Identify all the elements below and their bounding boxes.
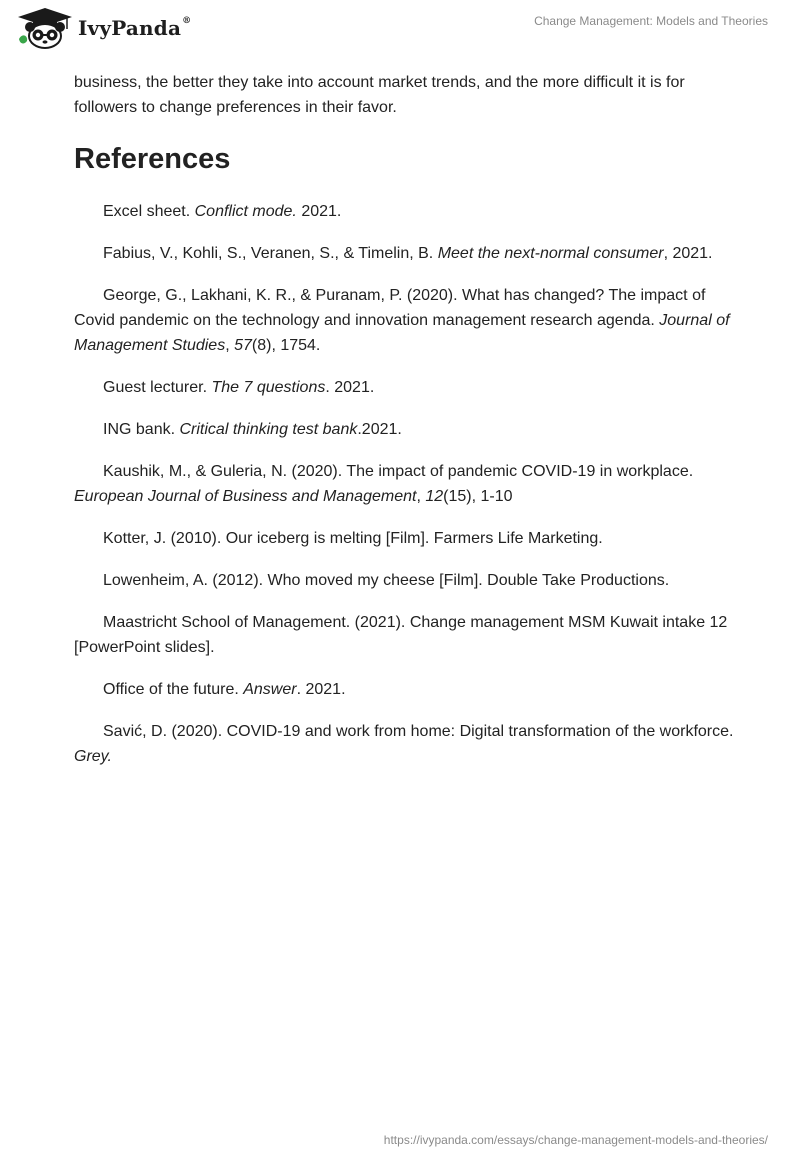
reference-item: ING bank. Critical thinking test bank.2021. [103, 421, 402, 438]
reference-item: Maastricht School of Management. (2021). Change management MSM Kuwait intake 12 [PowerPoint slides]. [74, 614, 728, 656]
logo-text: IvyPanda® [78, 16, 192, 40]
page-header [0, 0, 800, 60]
ivypanda-logo[interactable] [16, 7, 191, 49]
reference-item: Guest lecturer. The 7 questions. 2021. [103, 379, 375, 396]
reference-item: George, G., Lakhani, K. R., & Puranam, P. (2020). What has changed? The impact of Covid pandemic on the technology and innovation management research agenda. Journal of Management Studies, 57(8), 1754. [74, 287, 730, 354]
reference-item: Excel sheet. Conflict mode. 2021. [103, 203, 342, 220]
document-body [74, 70, 734, 786]
source-url-link[interactable]: https://ivypanda.com/essays/change-management-models-and-theories/ [383, 1133, 768, 1147]
reference-item: Lowenheim, A. (2012). Who moved my cheese [Film]. Double Take Productions. [103, 572, 670, 589]
reference-item: Kaushik, M., & Guleria, N. (2020). The impact of pandemic COVID-19 in workplace. European Journal of Business and Management, 12(15), 1-10 [74, 463, 694, 505]
reference-item: Office of the future. Answer. 2021. [103, 681, 346, 698]
panda-logo-icon [16, 7, 74, 49]
intro-paragraph: business, the better they take into account market trends, and the more difficult it is for followers to change preferences in their favor. [74, 74, 685, 116]
reference-item: Kotter, J. (2010). Our iceberg is melting [Film]. Farmers Life Marketing. [103, 530, 603, 547]
reference-item: Savić, D. (2020). COVID-19 and work from home: Digital transformation of the workforce. Grey. [74, 723, 734, 765]
references-heading: References [74, 143, 231, 175]
registered-mark: ® [182, 16, 192, 27]
document-title: Change Management: Models and Theories [534, 14, 768, 28]
reference-item: Fabius, V., Kohli, S., Veranen, S., & Timelin, B. Meet the next-normal consumer, 2021. [103, 245, 713, 262]
